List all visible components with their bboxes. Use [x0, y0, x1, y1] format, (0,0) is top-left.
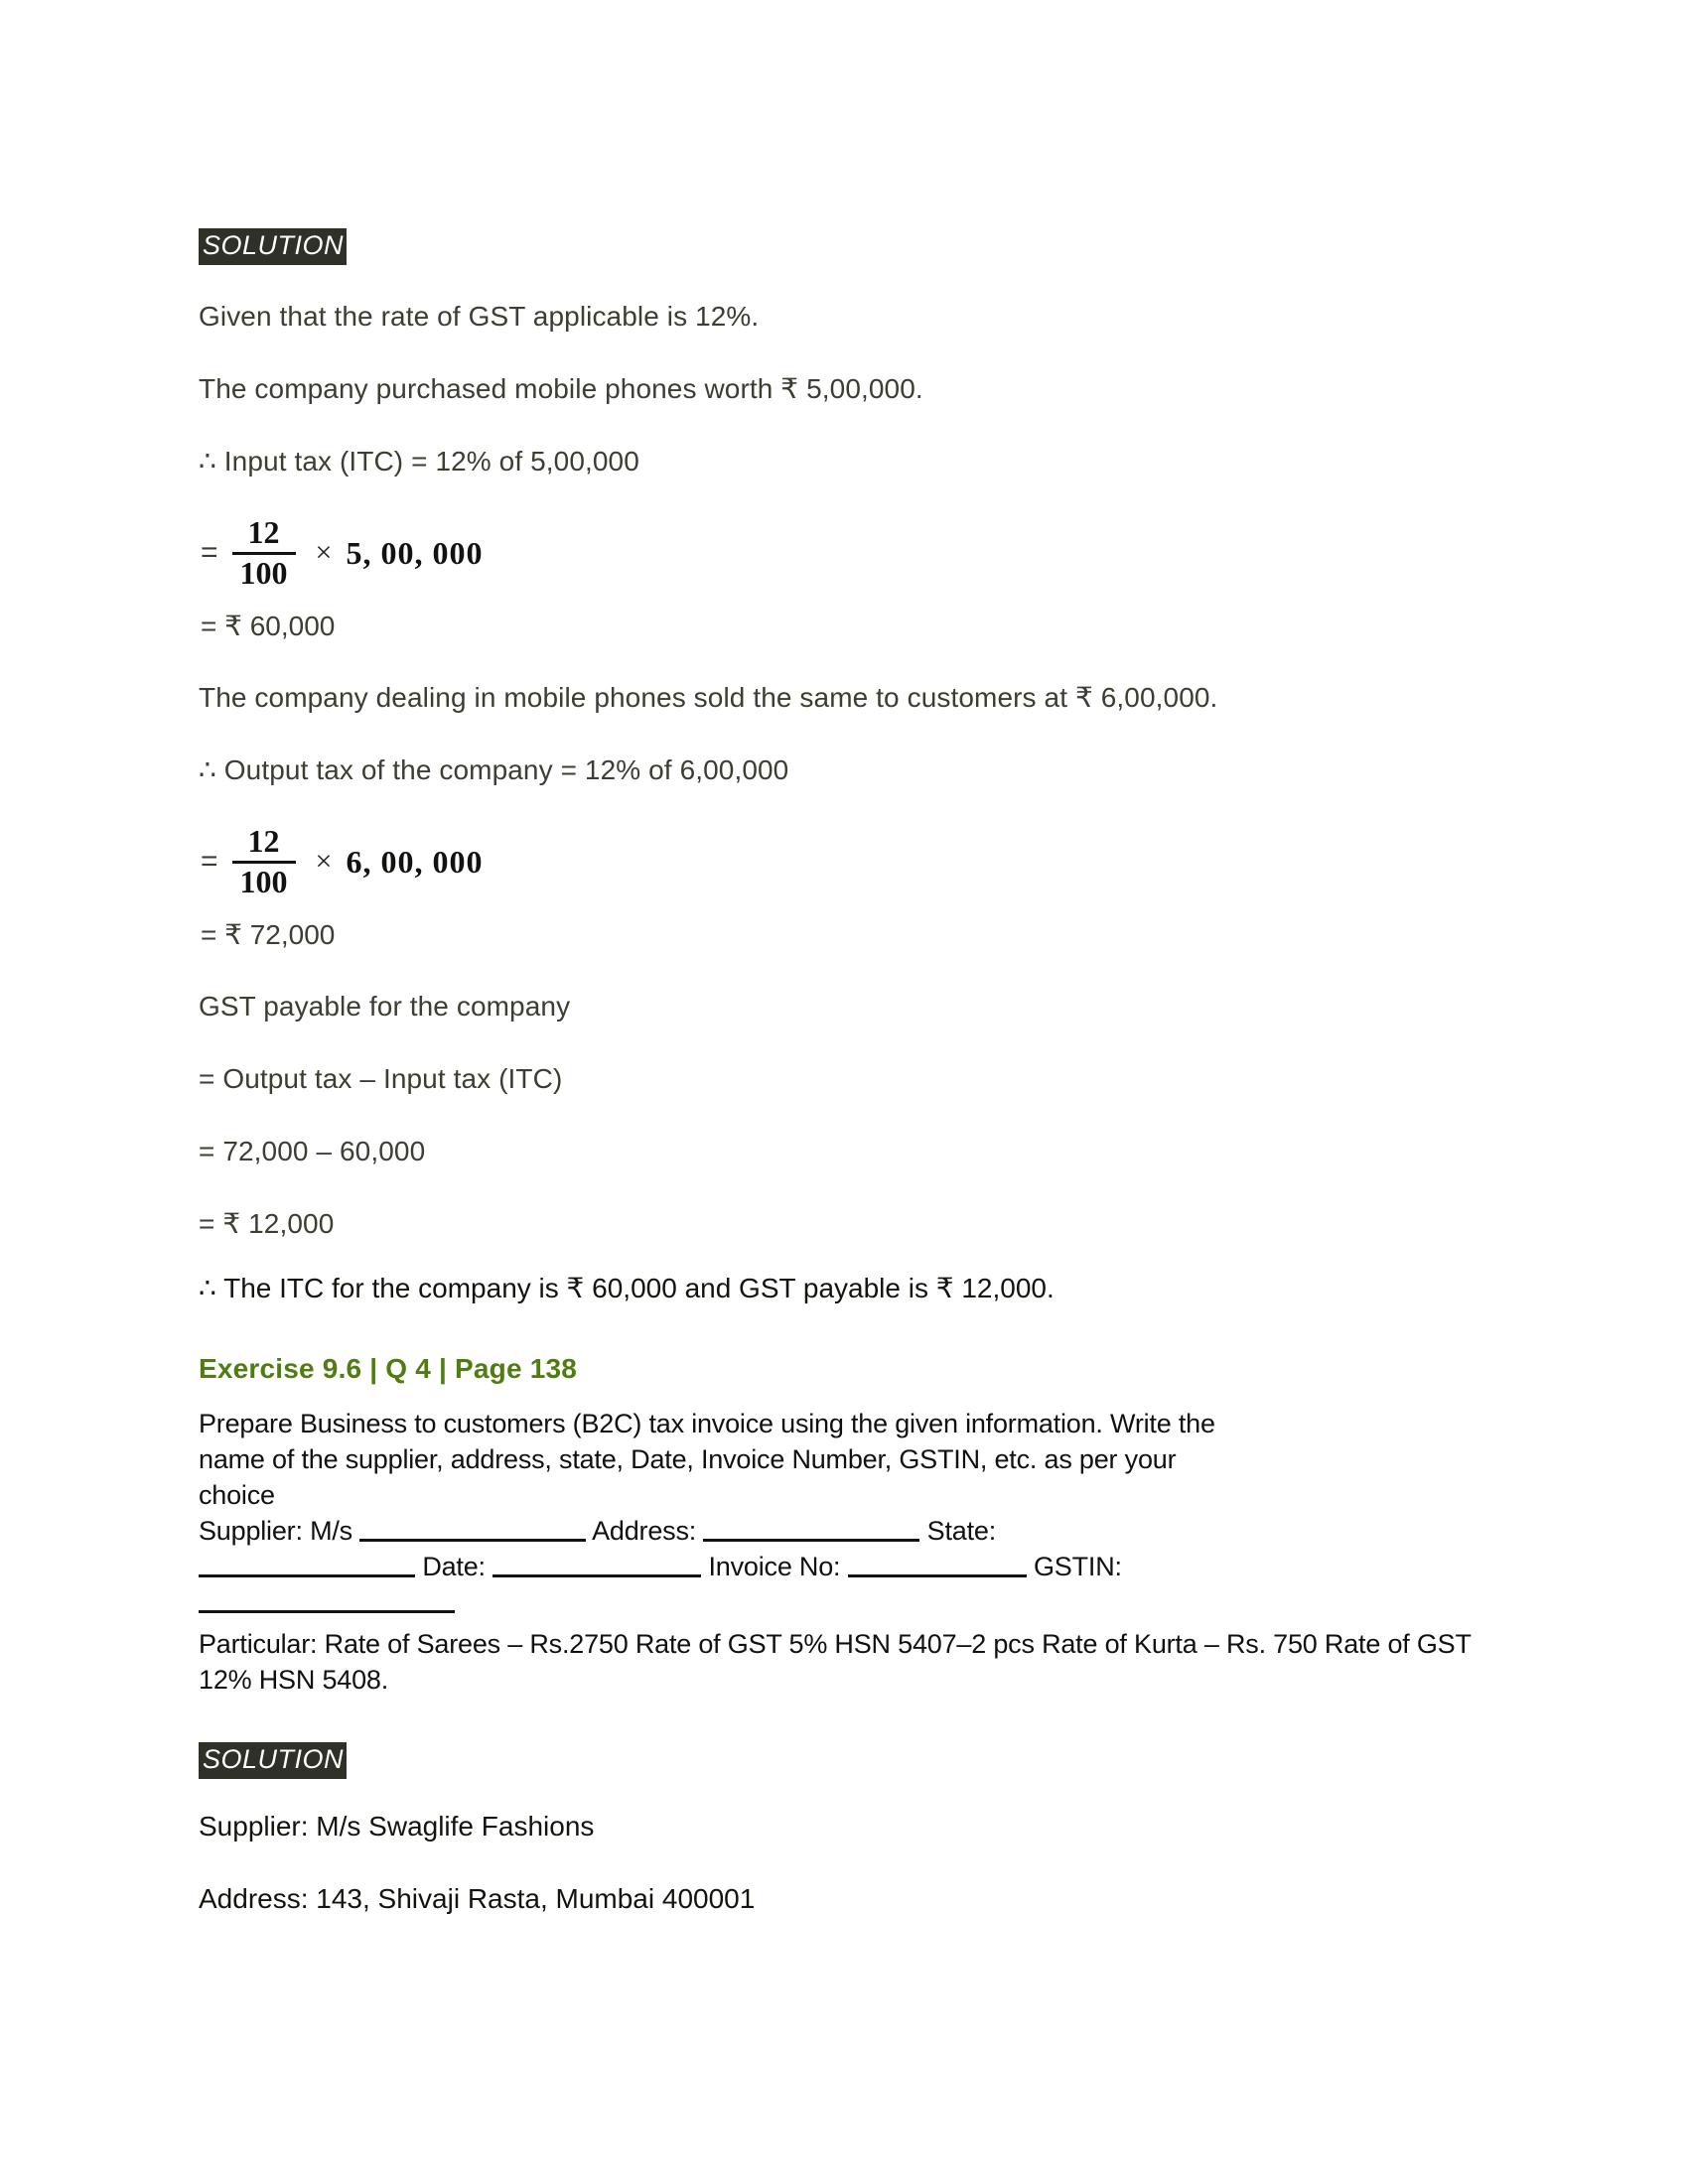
label-date: Date: [422, 1552, 486, 1581]
blank-address[interactable] [703, 1539, 919, 1542]
answer-supplier: Supplier: M/s Swaglife Fashions [199, 1810, 595, 1842]
conclusion-itc-gst: ∴ The ITC for the company is ₹ 60,000 and GST payable is ₹ 12,000. [199, 1273, 1055, 1304]
result-output-tax: = ₹ 72,000 [201, 919, 336, 951]
blank-state[interactable] [199, 1574, 415, 1577]
blank-invoice-no[interactable] [848, 1574, 1027, 1577]
result-input-tax: = ₹ 60,000 [201, 611, 336, 642]
purchase-amount-value: 5, 00, 000 [346, 534, 484, 571]
solution-heading-2-row [199, 1742, 1489, 1779]
label-state: State: [926, 1516, 997, 1547]
multiplication-sign-1: × [315, 536, 333, 570]
label-invoice-no: Invoice No: [708, 1552, 841, 1581]
question-line-2: name of the supplier, address, state, Date, Invoice Number, GSTIN, etc. as per your [199, 1444, 1177, 1475]
equals-sign-1: = [201, 536, 218, 570]
solution-badge-2: SOLUTION [199, 1742, 347, 1779]
statement-purchase-value: The company purchased mobile phones worth ₹ 5,00,000. [199, 373, 923, 404]
statement-gst-rate: Given that the rate of GST applicable is 12%. [199, 301, 760, 332]
label-address: Address: [592, 1516, 697, 1547]
label-gstin: GSTIN: [1033, 1552, 1122, 1581]
question-block [199, 1407, 1489, 1620]
sale-amount-value: 6, 00, 000 [346, 843, 484, 880]
particular-line-sarees: Particular: Rate of Sarees – Rs.2750 Rate of GST 5% HSN 5407–2 pcs [199, 1628, 1035, 1659]
multiplication-sign-2: × [315, 845, 333, 879]
solution-badge-1: SOLUTION [199, 228, 347, 265]
statement-gst-substitution: = 72,000 – 60,000 [199, 1136, 426, 1167]
statement-gst-payable-label: GST payable for the company [199, 991, 571, 1023]
statement-input-tax: ∴ Input tax (ITC) = 12% of 5,00,000 [199, 446, 639, 477]
statement-output-tax: ∴ Output tax of the company = 12% of 6,00,000 [199, 754, 789, 786]
question-line-3: choice [199, 1480, 275, 1511]
equals-sign-2: = [201, 845, 218, 879]
statement-gst-formula: = Output tax – Input tax (ITC) [199, 1063, 563, 1095]
fraction-numerator-2: 12 [247, 823, 280, 860]
solution-heading-1-row [199, 228, 1489, 265]
calculation-output-tax [199, 825, 1489, 898]
invoice-fields-line-3 [199, 1585, 1489, 1621]
fraction-denominator-1: 100 [239, 554, 288, 591]
fraction-12-over-100-1 [232, 516, 296, 590]
label-supplier: Supplier: M/s [199, 1516, 352, 1547]
particular-line-kurta: Rate of Kurta – Rs. 750 Rate of GST 12% HSN 5408. [199, 1628, 1472, 1695]
fraction-numerator-1: 12 [247, 514, 280, 550]
fraction-12-over-100-2 [232, 825, 296, 898]
statement-sale-value: The company dealing in mobile phones sold the same to customers at ₹ 6,00,000. [199, 682, 1218, 714]
invoice-fields-line-1 [199, 1514, 1489, 1550]
statement-gst-final: = ₹ 12,000 [199, 1208, 335, 1240]
exercise-heading: Exercise 9.6 | Q 4 | Page 138 [199, 1353, 578, 1385]
calculation-input-tax [199, 516, 1489, 590]
blank-gstin[interactable] [199, 1610, 455, 1613]
fraction-denominator-2: 100 [239, 863, 288, 899]
blank-date[interactable] [492, 1574, 701, 1577]
question-line-1: Prepare Business to customers (B2C) tax invoice using the given information. Write the [199, 1409, 1215, 1439]
blank-supplier[interactable] [359, 1539, 586, 1542]
particular-block [199, 1627, 1489, 1699]
invoice-fields-line-2 [199, 1550, 1489, 1585]
document-content [199, 228, 1489, 1954]
answer-address: Address: 143, Shivaji Rasta, Mumbai 400001 [199, 1882, 756, 1914]
